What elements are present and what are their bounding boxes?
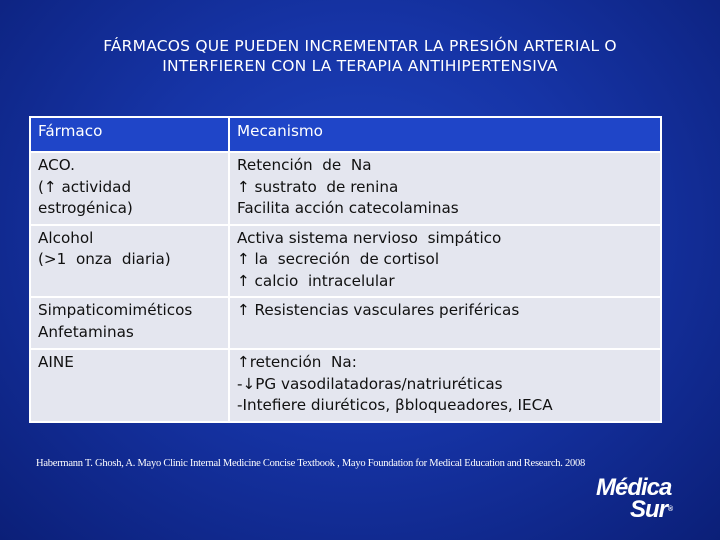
cell-line: Alcohol bbox=[38, 228, 94, 247]
cell-line: Activa sistema nervioso simpático bbox=[237, 228, 502, 247]
slide-title: FÁRMACOS QUE PUEDEN INCREMENTAR LA PRESIÓN ARTERIAL O INTERFIEREN CON LA TERAPIA ANTIHIPERTENSIVA bbox=[103, 37, 617, 75]
mechanism-cell bbox=[229, 297, 661, 349]
cell-line: AINE bbox=[38, 353, 74, 371]
mechanism-cell bbox=[229, 225, 661, 298]
cell-line: estrogénica) bbox=[38, 199, 133, 217]
cell-line: (>1 onza diaria) bbox=[38, 250, 171, 268]
cell-line: -Intefiere diuréticos, βbloqueadores, IECA bbox=[237, 396, 553, 414]
table-row bbox=[30, 152, 661, 225]
drug-cell bbox=[30, 152, 229, 225]
mechanism-cell bbox=[229, 349, 661, 422]
cell-line: -↓PG vasodilatadoras/natriuréticas bbox=[237, 374, 503, 393]
cell-line: Retención de Na bbox=[237, 156, 372, 174]
logo-word-sur bbox=[596, 496, 700, 523]
reference-footnote: Habermann T. Ghosh, A. Mayo Clinic Internal Medicine Concise Textbook , Mayo Foundation for Medical Education and Research. 2008 bbox=[36, 458, 586, 469]
cell-line: ↑ calcio intracelular bbox=[237, 271, 395, 290]
table-row bbox=[30, 349, 661, 422]
mechanism-cell bbox=[229, 152, 661, 225]
table-header-row bbox=[30, 117, 661, 152]
table-row bbox=[30, 225, 661, 298]
cell-line: ↑ Resistencias vasculares periféricas bbox=[237, 301, 520, 319]
cell-line: ↑ sustrato de renina bbox=[237, 177, 399, 196]
logo-word-medica: Médica bbox=[596, 474, 672, 501]
drug-table bbox=[29, 116, 662, 423]
cell-line: ACO. bbox=[38, 156, 75, 174]
column-header-farmaco: Fármaco bbox=[30, 117, 229, 152]
drug-cell bbox=[30, 225, 229, 298]
table-row bbox=[30, 297, 661, 349]
column-header-mecanismo: Mecanismo bbox=[229, 117, 661, 152]
cell-line: Simpaticomiméticos bbox=[38, 301, 193, 319]
cell-line: ↑ la secreción de cortisol bbox=[237, 250, 440, 268]
cell-line: ↑retención Na: bbox=[237, 353, 357, 371]
medica-sur-logo bbox=[596, 474, 700, 523]
cell-line: Facilita acción catecolaminas bbox=[237, 199, 459, 217]
drug-cell bbox=[30, 297, 229, 349]
drug-cell bbox=[30, 349, 229, 422]
cell-line: (↑ actividad bbox=[38, 177, 132, 196]
registered-mark-icon: ® bbox=[668, 506, 673, 513]
logo-word-sur-text: Sur bbox=[630, 496, 668, 523]
cell-line: Anfetaminas bbox=[38, 322, 134, 341]
